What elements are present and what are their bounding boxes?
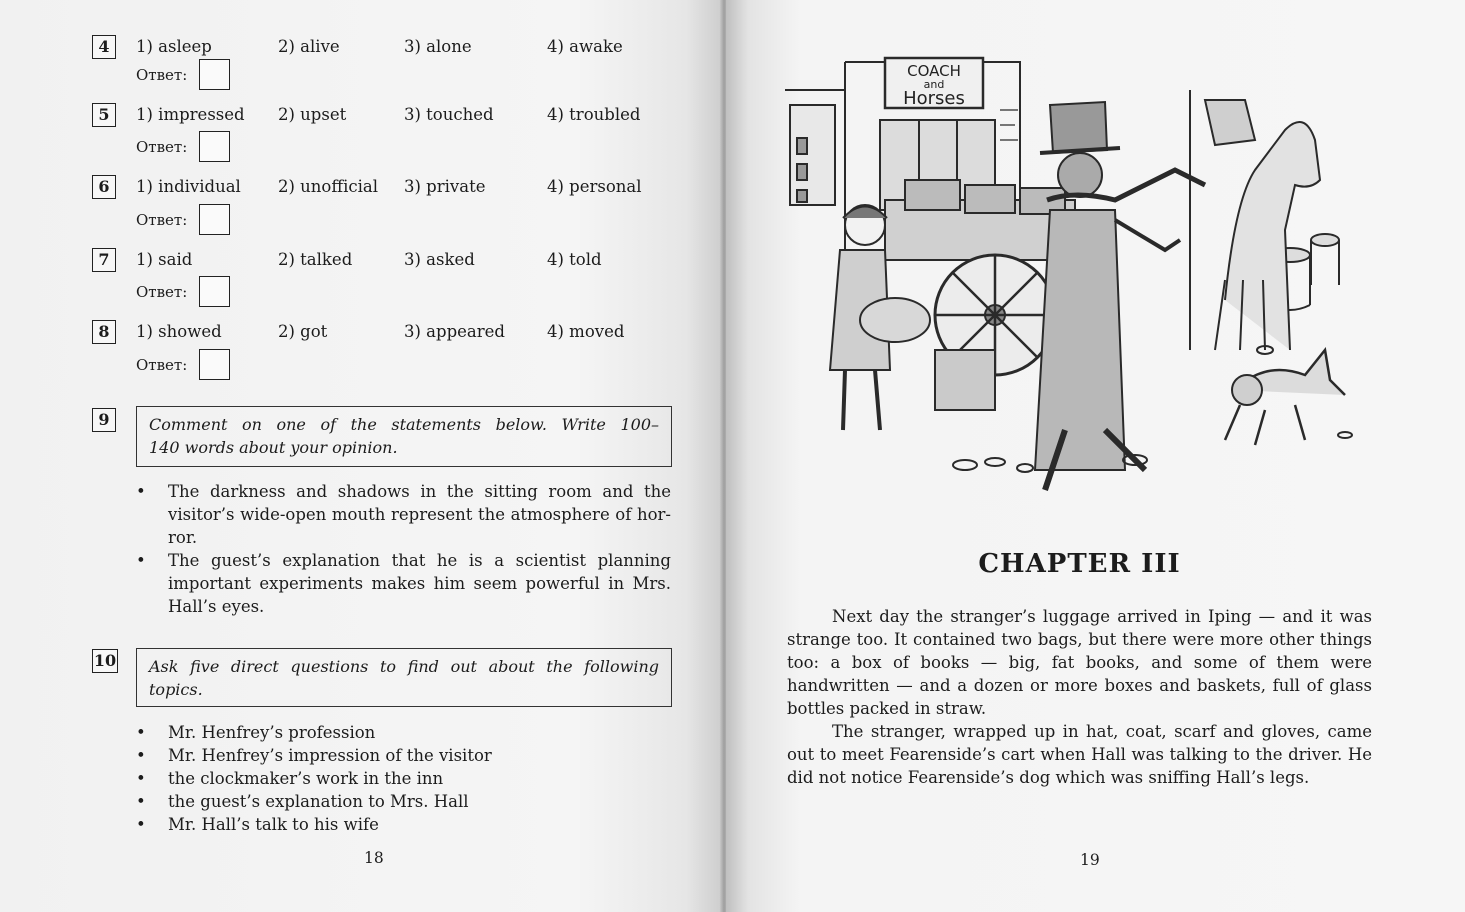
q4-answer-label: Ответ: [136, 66, 188, 84]
list-item: • Mr. Hall’s talk to his wife [136, 813, 671, 836]
q7-option-3: 3) asked [404, 250, 475, 269]
q6-option-4: 4) personal [547, 177, 642, 196]
left-page [0, 0, 722, 912]
chapter-illustration [785, 50, 1375, 498]
q4-answer-box[interactable] [199, 59, 230, 90]
q5-option-2: 2) upset [278, 105, 347, 124]
chapter-text [787, 605, 1372, 789]
list-item: • The guest’s explanation that he is a scientist planning important experiments makes him seem powerful in Mrs. Hall’s eyes. [136, 549, 671, 618]
paragraph-2: The stranger, wrapped up in hat, coat, scarf and gloves, came out to meet Fearenside’s cart when Hall was talking to the driver. He did not notice Fearenside’s dog which was sniffing Hall’s legs. [787, 722, 1372, 787]
q8-option-3: 3) appeared [404, 322, 505, 341]
list-item: • Mr. Henfrey’s profession [136, 721, 671, 744]
question-4-number: 4 [92, 35, 116, 59]
q6-answer-box[interactable] [199, 204, 230, 235]
q4-option-2: 2) alive [278, 37, 340, 56]
sign-text-line-3: Horses [903, 88, 965, 109]
task-9-number: 9 [92, 408, 116, 432]
q4-option-3: 3) alone [404, 37, 472, 56]
sign-text-line-1: COACH [907, 62, 961, 80]
q5-answer-box[interactable] [199, 131, 230, 162]
q5-option-4: 4) troubled [547, 105, 641, 124]
task-10-instruction-line-1: Ask five direct questions to find out about the following [149, 657, 659, 676]
task-9-instruction-line-1: Comment on one of the statements below. Write 100– [149, 415, 659, 434]
sign-text-line-2: and [923, 78, 945, 91]
task-10-instruction [136, 648, 672, 707]
task-9-bullet-list [136, 480, 671, 618]
q7-option-1: 1) said [136, 250, 193, 269]
list-item: • the guest’s explanation to Mrs. Hall [136, 790, 671, 813]
chapter-title: CHAPTER III [978, 549, 1181, 579]
list-item: • Mr. Henfrey’s impression of the visitor [136, 744, 671, 767]
question-7-number: 7 [92, 248, 116, 272]
task-10-bullet-list [136, 721, 671, 836]
q5-answer-label: Ответ: [136, 138, 188, 156]
q6-answer-label: Ответ: [136, 211, 188, 229]
q7-option-4: 4) told [547, 250, 602, 269]
page-number-right: 19 [1080, 851, 1100, 869]
paragraph-1: Next day the stranger’s luggage arrived in Iping — and it was strange too. It contained two bags, but there were more other things too: a box of books — big, fat books, and some of them were handwritten — and a dozen or more boxes and baskets, full of glass bottles packed in straw. [787, 607, 1372, 718]
list-item: • The darkness and shadows in the sitting room and the visitor’s wide-open mouth represent the atmosphere of hor-ror. [136, 480, 671, 549]
task-10-number: 10 [92, 649, 118, 673]
question-6-number: 6 [92, 175, 116, 199]
q7-answer-label: Ответ: [136, 283, 188, 301]
task-9-instruction [136, 406, 672, 467]
list-item: • the clockmaker’s work in the inn [136, 767, 671, 790]
question-5-number: 5 [92, 103, 116, 127]
q5-option-1: 1) impressed [136, 105, 245, 124]
q7-option-2: 2) talked [278, 250, 353, 269]
q8-answer-box[interactable] [199, 349, 230, 380]
q6-option-3: 3) private [404, 177, 486, 196]
q8-option-1: 1) showed [136, 322, 222, 341]
q7-answer-box[interactable] [199, 276, 230, 307]
page-number-left: 18 [364, 849, 384, 867]
q8-option-4: 4) moved [547, 322, 625, 341]
q4-option-1: 1) asleep [136, 37, 212, 56]
q5-option-3: 3) touched [404, 105, 494, 124]
q8-answer-label: Ответ: [136, 356, 188, 374]
question-8-number: 8 [92, 320, 116, 344]
q4-option-4: 4) awake [547, 37, 623, 56]
q8-option-2: 2) got [278, 322, 328, 341]
q6-option-1: 1) individual [136, 177, 241, 196]
q6-option-2: 2) unofficial [278, 177, 378, 196]
task-10-instruction-line-2: topics. [149, 680, 203, 699]
task-9-instruction-line-2: 140 words about your opinion. [149, 438, 398, 457]
